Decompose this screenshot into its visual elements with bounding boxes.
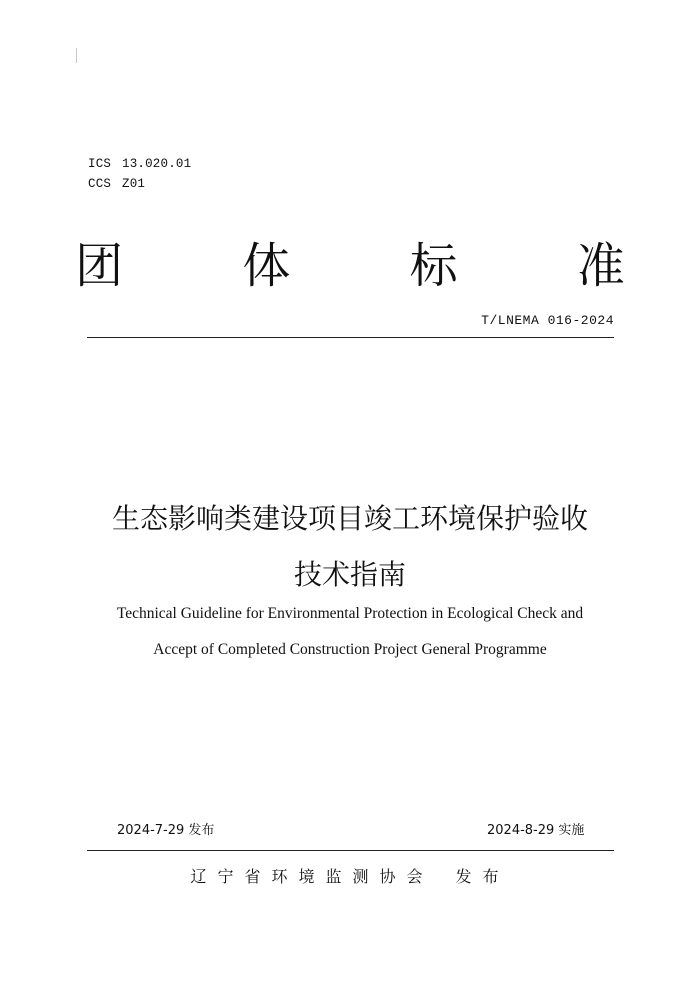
ccs-label: CCS — [88, 177, 112, 191]
publisher-line — [0, 864, 700, 887]
publisher-action: 发布 — [455, 867, 510, 886]
document-title-en-line1: Technical Guideline for Environmental Protection in Ecological Check and — [116, 605, 584, 622]
margin-mark — [76, 48, 77, 63]
ics-label: ICS — [88, 157, 112, 171]
top-divider — [87, 337, 614, 338]
ics-code: 13.020.01 — [122, 157, 192, 171]
ics-line — [88, 157, 191, 171]
bottom-divider — [87, 850, 614, 851]
document-title-cn-line1: 生态影响类建设项目竣工环境保护验收 — [111, 502, 588, 535]
document-title-en-line2: Accept of Completed Construction Project General Programme — [153, 641, 547, 658]
ccs-code: Z01 — [122, 177, 146, 191]
publisher-organization: 辽宁省环境监测协会 — [190, 867, 434, 886]
ccs-line — [88, 177, 145, 191]
implementation-date: 2024-8-29 实施 — [487, 823, 585, 838]
standard-number: T/LNEMA 016-2024 — [481, 313, 614, 328]
release-date: 2024-7-29 发布 — [117, 823, 215, 838]
document-title-cn-line2: 技术指南 — [293, 558, 406, 591]
standard-type-title: 团 体 标 准 — [75, 238, 677, 294]
